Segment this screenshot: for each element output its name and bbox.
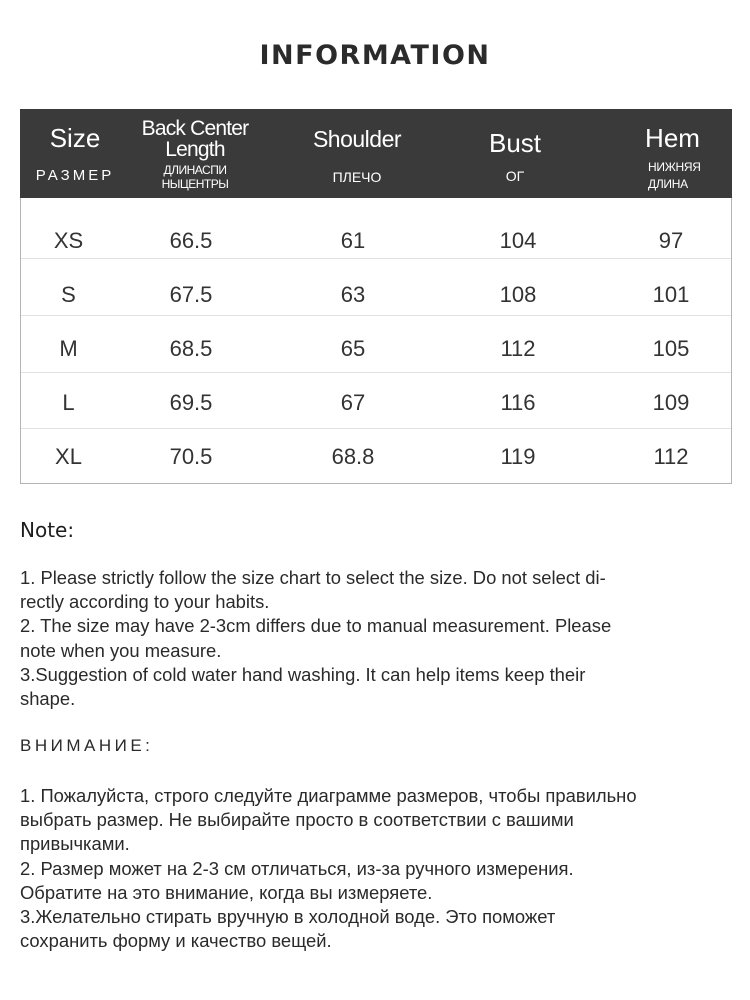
- cell-hem: 101: [652, 282, 690, 307]
- note-paragraph: [20, 566, 732, 711]
- cell-hem: 105: [652, 336, 690, 361]
- header-label-line: Back Center: [141, 117, 249, 140]
- cell-size: XL: [55, 444, 82, 469]
- note-line: shape.: [20, 688, 76, 710]
- note-line: 1. Please strictly follow the size chart to select the size. Do not select di-: [20, 567, 606, 588]
- header-label-line: НЫЦЕНТРЫ: [161, 177, 229, 191]
- row-divider: [21, 258, 731, 259]
- cell-size: M: [59, 336, 78, 361]
- note-paragraph-ru: [20, 784, 732, 953]
- header-shoulder: [292, 109, 422, 198]
- header-bust-label: Bust: [488, 128, 542, 158]
- row-divider: [21, 372, 731, 373]
- header-hem-label-ru: [615, 159, 730, 193]
- note-line: note when you measure.: [20, 639, 222, 661]
- header-label-line: НИЖНЯЯ: [648, 160, 701, 174]
- note-heading-ru: ВНИМАНИЕ:: [20, 736, 154, 755]
- header-back-center-length-label: [130, 118, 260, 160]
- cell-bust: 119: [500, 444, 536, 469]
- cell-size: L: [62, 390, 75, 415]
- cell-shoulder: 65: [340, 336, 366, 361]
- note-line-ru: сохранить форму и качество вещей.: [20, 930, 332, 952]
- cell-back-center-length: 70.5: [169, 444, 213, 469]
- header-label-line: ДЛИНА: [648, 177, 688, 191]
- size-chart-table: [20, 109, 732, 484]
- cell-shoulder: 63: [340, 282, 366, 307]
- cell-bust: 108: [499, 282, 537, 307]
- cell-shoulder: 67: [340, 390, 366, 415]
- note-line-ru: 1. Пожалуйста, строго следуйте диаграмме размеров, чтобы правильно: [20, 785, 637, 806]
- page-title: INFORMATION: [259, 40, 491, 71]
- note-line-ru: 3.Желательно стирать вручную в холодной воде. Это поможет: [20, 906, 556, 928]
- header-size: [20, 109, 130, 198]
- header-shoulder-label-ru: ПЛЕЧО: [332, 169, 382, 185]
- header-hem: [615, 109, 730, 198]
- note-line-ru: выбрать размер. Не выбирайте просто в соответствии с вашими: [20, 809, 574, 831]
- cell-shoulder: 68.8: [331, 444, 375, 469]
- note-line-ru: 2. Размер может на 2-3 см отличаться, из-за ручного измерения.: [20, 857, 574, 879]
- cell-bust: 104: [499, 228, 537, 253]
- cell-size: S: [61, 282, 76, 307]
- header-size-label-ru: РАЗМЕР: [35, 167, 115, 184]
- header-label-line: Length: [165, 138, 225, 161]
- cell-back-center-length: 66.5: [169, 228, 213, 253]
- table-row: [21, 213, 731, 269]
- header-bust-label-ru: ОГ: [505, 168, 525, 184]
- header-size-label: Size: [49, 123, 101, 153]
- cell-shoulder: 61: [340, 228, 366, 253]
- note-line: 3.Suggestion of cold water hand washing. It can help items keep their: [20, 663, 586, 685]
- cell-hem: 112: [653, 444, 689, 469]
- table-row: [21, 375, 731, 431]
- table-header: [20, 109, 732, 198]
- header-bust: [460, 109, 570, 198]
- note-line-ru: привычками.: [20, 833, 130, 855]
- cell-bust: 116: [500, 390, 536, 415]
- header-hem-label: Hem: [645, 123, 700, 153]
- cell-hem: 109: [652, 390, 690, 415]
- header-shoulder-label: Shoulder: [312, 126, 402, 152]
- note-line-ru: Обратите на это внимание, когда вы измеряете.: [20, 881, 433, 903]
- note-line: 2. The size may have 2-3cm differs due to manual measurement. Please: [20, 615, 612, 637]
- cell-bust: 112: [500, 336, 536, 361]
- table-row: [21, 321, 731, 377]
- cell-hem: 97: [658, 228, 684, 253]
- note-line: rectly according to your habits.: [20, 591, 270, 613]
- cell-back-center-length: 69.5: [169, 390, 213, 415]
- table-row: [21, 429, 731, 485]
- header-back-center-length: [130, 109, 260, 198]
- header-back-center-length-label-ru: [130, 163, 260, 191]
- row-divider: [21, 315, 731, 316]
- cell-back-center-length: 67.5: [169, 282, 213, 307]
- cell-back-center-length: 68.5: [169, 336, 213, 361]
- cell-size: XS: [53, 228, 84, 253]
- header-label-line: ДЛИНАСПИ: [163, 163, 227, 177]
- note-heading: Note:: [20, 518, 75, 542]
